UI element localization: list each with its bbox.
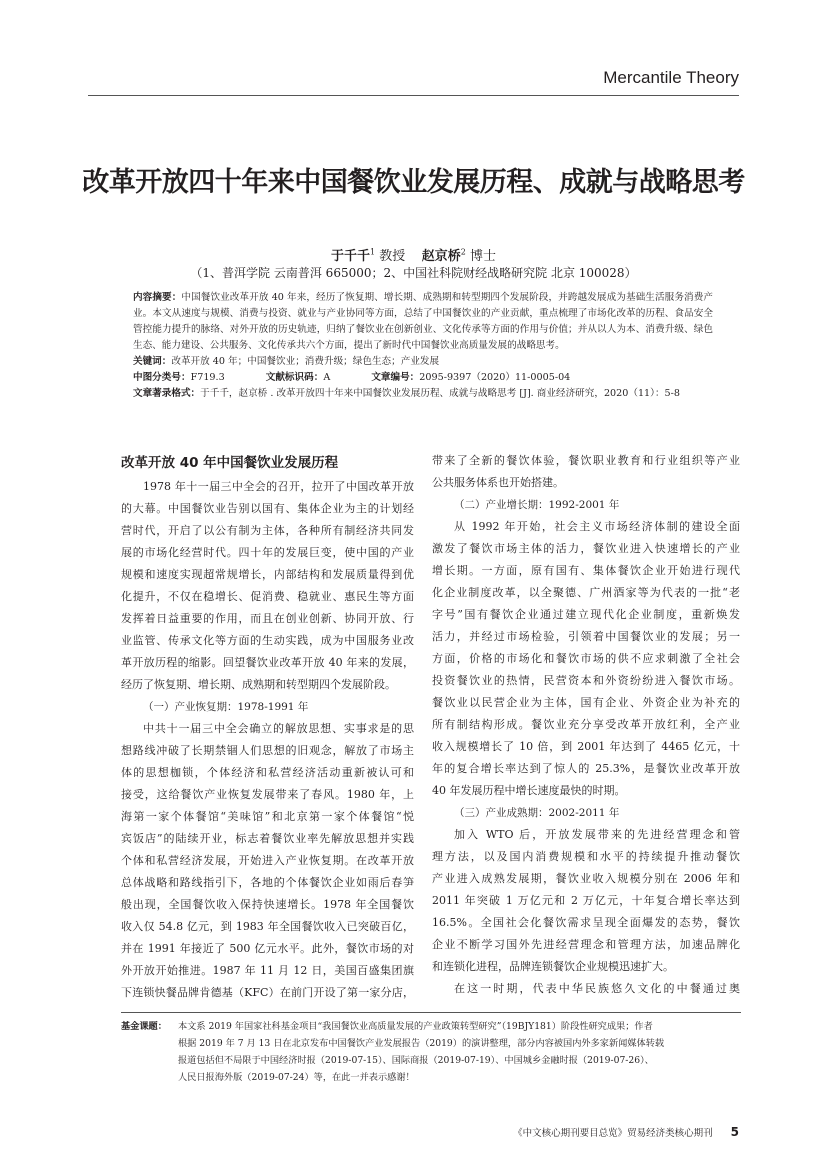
paper-title: 改革开放四十年来中国餐饮业发展历程、成就与战略思考	[82, 167, 745, 198]
doc-value: A	[323, 372, 331, 383]
paragraph-line: 增长期。一方面，原有国有、集体餐饮企业开始进行现代	[432, 564, 740, 577]
page-footer	[513, 1125, 739, 1139]
subsection-heading: （二）产业增长期：1992-2001 年	[454, 499, 620, 511]
paragraph-line: 和连锁化进程，品牌连锁餐饮企业规模迅速扩大。	[432, 960, 674, 973]
clc-value: F719.3	[190, 372, 225, 383]
author-sup: 2	[460, 247, 466, 257]
article-no-value: 2095-9397（2020）11-0005-04	[419, 372, 571, 383]
paragraph-line: 规模和速度实现超常规增长，内部结构和发展质量得到优	[121, 568, 414, 581]
author-name: 于千千	[330, 249, 370, 264]
author-role: 教授	[379, 249, 406, 264]
paragraph-line: 收入仅 54.8 亿元，到 1983 年全国餐饮收入已突破百亿，	[121, 920, 414, 933]
paragraph-line: 活力，并经过市场检验，引领着中国餐饮业的发展；另一	[432, 630, 740, 643]
paragraph-line: 下连锁快餐品牌肯德基（KFC）在前门开设了第一家分店，	[121, 986, 414, 999]
paragraph-line: 收入规模增长了 10 倍，到 2001 年达到了 4465 亿元，十	[432, 740, 740, 753]
paragraph-line: 海第一家个体餐馆“美味馆”和北京第一家个体餐馆“悦	[121, 810, 414, 823]
body-column-right	[432, 450, 740, 1000]
author-name: 赵京桥	[421, 249, 461, 264]
paragraph-line: 在这一时期，代表中华民族悠久文化的中餐通过奥	[454, 982, 740, 995]
abstract-label: 内容摘要：	[133, 292, 182, 303]
paragraph-line: 业监管、传承文化等方面的生动实践，成为中国服务业改	[121, 634, 414, 647]
author-role: 博士	[470, 249, 497, 264]
article-no-label: 文章编号：	[371, 372, 420, 383]
paragraph-line: 投资餐饮业的热情，民营资本和外资纷纷进入餐饮市场。	[432, 674, 740, 687]
paragraph-line: 从 1992 年开始，社会主义市场经济体制的建设全面	[454, 520, 740, 533]
paragraph-line: 想路线冲破了长期禁锢人们思想的旧观念，解放了市场主	[121, 744, 414, 757]
paragraph-line: 所有制结构形成。餐饮业充分享受改革开放红利，全产业	[432, 718, 740, 731]
paragraph-line: 营时代，开启了以公有制为主体，各种所有制经济共同发	[121, 524, 414, 537]
footnote-line: 根据 2019 年 7 月 13 日在北京发布中国餐饮产业发展报告（2019）的演讲整理，部分内容被国内外多家新闻媒体转载	[178, 1038, 665, 1049]
paragraph-line: 字号”国有餐饮企业通过建立现代化企业制度，重新焕发	[432, 608, 740, 621]
citation-label: 文章著录格式：	[133, 388, 201, 399]
paragraph-line: 发挥着日益重要的作用，而且在创业创新、协同开放、行	[121, 612, 414, 625]
footnote-rule	[121, 1012, 741, 1013]
footnote-line: 报道包括但不局限于中国经济时报（2019-07-15）、国际商报（2019-07-19）、中国城乡金融时报（2019-07-26）、	[178, 1055, 654, 1066]
paragraph-line: 企业不断学习国外先进经营理念和管理方法，加速品牌化	[432, 938, 740, 951]
paragraph-line: 40 年发展历程中增长速度最快的时期。	[432, 784, 626, 797]
citation-text: 于千千，赵京桥 . 改革开放四十年来中国餐饮业发展历程、成就与战略思考 [J]. 商业经济研究，2020（11）：5-8	[200, 388, 680, 399]
footer-text: 《中文核心期刊要目总览》贸易经济类核心期刊	[513, 1128, 713, 1139]
paragraph-line: 接受，这给餐饮产业恢复发展带来了春风。1980 年，上	[121, 788, 414, 801]
subsection-heading: （三）产业成熟期：2002-2011 年	[454, 807, 620, 819]
footnote-line: 人民日报海外版（2019-07-24）等，在此一并表示感谢！	[178, 1072, 415, 1083]
doc-label: 文献标识码：	[265, 372, 324, 383]
paragraph-line: 总体战略和路线指引下，各地的个体餐饮企业如雨后春笋	[121, 876, 414, 889]
paragraph-line: 般出现，全国餐饮收入保持快速增长。1978 年全国餐饮	[121, 898, 414, 911]
header-rule	[88, 95, 739, 96]
authors	[0, 245, 827, 264]
abstract-text: 中国餐饮业改革开放 40 年来，经历了恢复期、增长期、成熟期和转型期四个发展阶段，并跨越发展成为基础生活服务消费产业。本文从速度与规模、消费与投资、就业与产业协同等方面，总结了中国餐饮业的产业贡献，重点梳理了市场化改革的历程、食品安全管控能力提升的脉络、对外开放的历史轨迹，归纳了餐饮业在创新创业、文化传承等方面的作用与价值；并从以人为本、消费升级、绿色生态、能力建设、公共服务、文化传承共六个方面，提出了新时代中国餐饮业高质量发展的战略思考。	[133, 292, 714, 351]
paragraph-line: 餐饮业以民营企业为主体，国有企业、外资企业为补充的	[432, 696, 740, 709]
paragraph-line: 的大幕。中国餐饮业告别以国有、集体企业为主的计划经	[121, 502, 414, 515]
footnote-line: 本文系 2019 年国家社科基金项目“我国餐饮业高质量发展的产业政策转型研究”（19BJY181）阶段性研究成果；作者	[178, 1021, 653, 1032]
footnote-label: 基金课题：	[121, 1021, 167, 1032]
keywords-label: 关键词：	[133, 356, 172, 367]
paragraph-line: 化提升，不仅在稳增长、促消费、稳就业、惠民生等方面	[121, 590, 414, 603]
paragraph-line: 产业进入成熟发展期，餐饮业收入规模分别在 2006 年和	[432, 872, 740, 885]
paragraph-line: 外开放开始推进。1987 年 11 月 12 日，美国百盛集团旗	[121, 964, 414, 977]
clc-label: 中图分类号：	[133, 372, 191, 383]
paragraph-line: 革开放历程的缩影。回望餐饮业改革开放 40 年来的发展，	[121, 656, 414, 669]
author-sup: 1	[369, 247, 376, 257]
abstract-block	[133, 290, 713, 402]
paragraph-line: 16.5%。全国社会化餐饮需求呈现全面爆发的态势，餐饮	[432, 916, 740, 929]
paragraph-line: 带来了全新的餐饮体验，餐饮职业教育和行业组织等产业	[432, 454, 740, 467]
paragraph-line: 化企业制度改革，以全聚德、广州酒家等为代表的一批“老	[432, 586, 740, 599]
paragraph-line: 2011 年突破 1 万亿元和 2 万亿元，十年复合增长率达到	[432, 894, 740, 907]
paragraph-line: 激发了餐饮市场主体的活力，餐饮业进入快速增长的产业	[432, 542, 740, 555]
paragraph-line: 体的思想枷锁，个体经济和私营经济活动重新被认可和	[121, 766, 414, 779]
paragraph-line: 宾饭店”的陆续开业，标志着餐饮业率先解放思想并实践	[121, 832, 414, 845]
keywords: 改革开放 40 年；中国餐饮业；消费升级；绿色生态；产业发展	[171, 356, 440, 367]
paragraph-line: 1978 年十一届三中全会的召开，拉开了中国改革开放	[143, 480, 414, 493]
section-heading: 改革开放 40 年中国餐饮业发展历程	[121, 455, 339, 471]
paragraph-line: 展的市场化经营时代。四十年的发展巨变，使中国的产业	[121, 546, 414, 559]
paragraph-line: 加入 WTO 后，开放发展带来的先进经营理念和管	[454, 828, 740, 841]
paragraph-line: 年的复合增长率达到了惊人的 25.3%，是餐饮业改革开放	[432, 762, 740, 775]
subsection-heading: （一）产业恢复期：1978-1991 年	[143, 701, 309, 713]
paragraph-line: 并在 1991 年接近了 500 亿元水平。此外，餐饮市场的对	[121, 942, 414, 955]
paragraph-line: 经历了恢复期、增长期、成熟期和转型期四个发展阶段。	[121, 678, 396, 691]
paragraph-line: 个体和私营经济发展，开始进入产业恢复期。在改革开放	[121, 854, 414, 867]
body-column-left	[121, 450, 414, 1004]
affiliation: （1、普洱学院 云南普洱 665000；2、中国社科院财经战略研究院 北京 100028）	[190, 266, 637, 280]
paragraph-line: 理方法，以及国内消费规模和水平的持续提升推动餐饮	[432, 850, 740, 863]
paragraph-line: 方面，价格的市场化和餐饮市场的供不应求刺激了全社会	[432, 652, 740, 665]
footnote	[121, 1018, 741, 1086]
page-number: 5	[730, 1125, 739, 1139]
paragraph-line: 公共服务体系也开始搭建。	[432, 476, 564, 489]
paragraph-line: 中共十一届三中全会确立的解放思想、实事求是的思	[143, 722, 414, 735]
journal-name: Mercantile Theory	[603, 68, 739, 87]
